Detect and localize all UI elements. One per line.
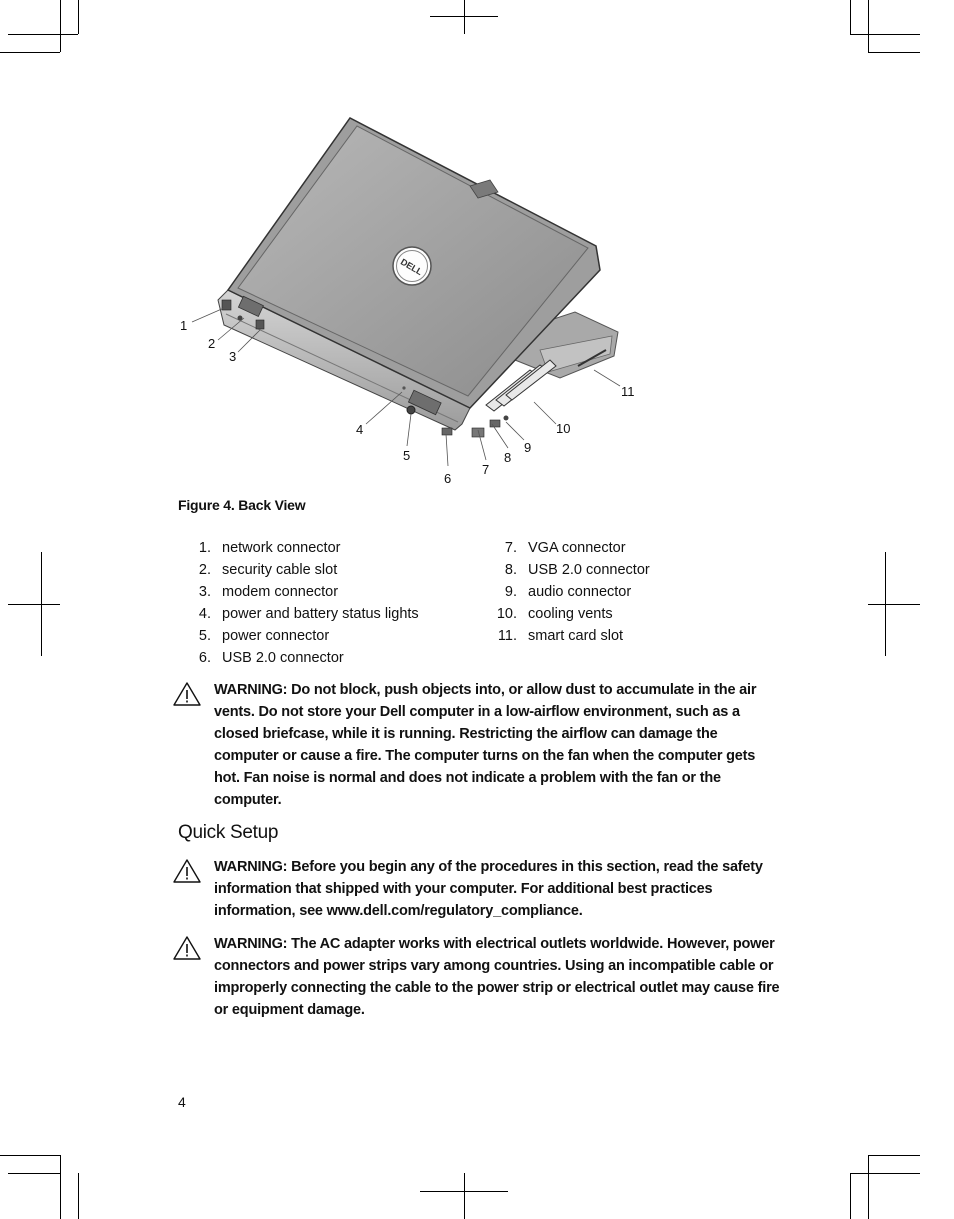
- warning-triangle-icon: [172, 935, 202, 961]
- legend-label: power and battery status lights: [222, 606, 419, 622]
- crop-mark: [868, 604, 920, 605]
- legend-number: 10.: [496, 606, 517, 622]
- crop-mark: [850, 34, 920, 35]
- crop-mark: [850, 1173, 920, 1174]
- legend-item: [198, 581, 419, 603]
- legend-label: modem connector: [222, 584, 339, 600]
- legend-item: [198, 625, 419, 647]
- legend-list-left: [198, 537, 419, 669]
- legend-item: [198, 647, 419, 669]
- callout-5: 5: [403, 448, 411, 463]
- legend-number: 11.: [497, 628, 517, 644]
- legend-label: VGA connector: [528, 540, 626, 556]
- crop-mark: [868, 52, 920, 53]
- crop-mark: [464, 1173, 465, 1219]
- legend-item: [504, 537, 650, 559]
- legend-label: audio connector: [528, 584, 632, 600]
- warning-triangle-icon: [172, 858, 202, 884]
- callout-6: 6: [444, 471, 452, 486]
- legend-number: 9.: [504, 584, 517, 600]
- callout-8: 8: [504, 450, 512, 465]
- crop-mark: [60, 1155, 61, 1219]
- callout-3: 3: [229, 349, 237, 364]
- crop-mark: [8, 1173, 60, 1174]
- callout-11: 11: [621, 384, 635, 399]
- crop-mark: [885, 552, 886, 656]
- crop-mark: [0, 52, 60, 53]
- legend-number: 8.: [504, 562, 517, 578]
- legend-item: [198, 559, 419, 581]
- callout-4: 4: [356, 422, 364, 437]
- page-number: 4: [178, 1094, 186, 1110]
- figure-caption: Figure 4. Back View: [178, 497, 306, 513]
- crop-mark: [868, 1155, 869, 1219]
- legend-number: 2.: [198, 562, 211, 578]
- callout-9: 9: [524, 440, 532, 455]
- legend-label: security cable slot: [222, 562, 338, 578]
- legend-label: network connector: [222, 540, 341, 556]
- crop-mark: [78, 1173, 79, 1219]
- legend-number: 1.: [198, 540, 211, 556]
- callout-2: 2: [208, 336, 216, 351]
- crop-mark: [8, 34, 78, 35]
- crop-mark: [850, 1173, 851, 1219]
- crop-mark: [8, 604, 60, 605]
- legend-item: [504, 559, 650, 581]
- legend-item: [496, 603, 650, 625]
- legend-item: [198, 537, 419, 559]
- warning-airflow: WARNING: Do not block, push objects into, or allow dust to accumulate in the air vents. Do not store your Dell computer in a low-airflow environment, such as a closed briefcase, while it is running. Restricting the airflow can damage the computer or cause a fire. The computer turns on the fan when the computer gets hot. Fan noise is normal and does not indicate a problem with the fan or the computer.: [214, 682, 757, 808]
- legend-number: 5.: [198, 628, 211, 644]
- legend-number: 6.: [198, 650, 211, 666]
- legend-label: cooling vents: [528, 606, 613, 622]
- legend-number: 7.: [504, 540, 517, 556]
- callout-1: 1: [180, 318, 188, 333]
- legend-item: [198, 603, 419, 625]
- crop-mark: [850, 0, 851, 34]
- legend-item: [497, 625, 650, 647]
- crop-mark: [868, 1155, 920, 1156]
- section-heading: Quick Setup: [178, 822, 279, 843]
- dell-logo: DELL: [398, 256, 425, 278]
- crop-mark: [60, 0, 61, 52]
- warning-triangle-icon: [172, 681, 202, 707]
- legend-label: smart card slot: [528, 628, 624, 644]
- legend-number: 4.: [198, 606, 211, 622]
- callout-10: 10: [556, 421, 571, 436]
- legend-number: 3.: [198, 584, 211, 600]
- warning-ac-adapter: WARNING: The AC adapter works with electrical outlets worldwide. However, power connectors and power strips vary among countries. Using an incompatible cable or improperly connecting the cable to the power strip or electrical outlet may cause fire or equipment damage.: [214, 936, 780, 1018]
- crop-mark: [868, 0, 869, 52]
- callout-7: 7: [482, 462, 490, 477]
- crop-mark: [41, 552, 42, 656]
- legend-label: power connector: [222, 628, 330, 644]
- laptop-back-view-figure: [170, 112, 650, 492]
- legend-label: USB 2.0 connector: [222, 650, 344, 666]
- crop-mark: [464, 0, 465, 34]
- warning-safety-information: WARNING: Before you begin any of the procedures in this section, read the safety information that shipped with your computer. For additional best practices information, see www.dell.com/regulatory_compliance.: [214, 859, 763, 919]
- crop-mark: [78, 0, 79, 34]
- legend-label: USB 2.0 connector: [528, 562, 650, 578]
- legend-list-right: [496, 537, 650, 647]
- crop-mark: [0, 1155, 60, 1156]
- legend-item: [504, 581, 650, 603]
